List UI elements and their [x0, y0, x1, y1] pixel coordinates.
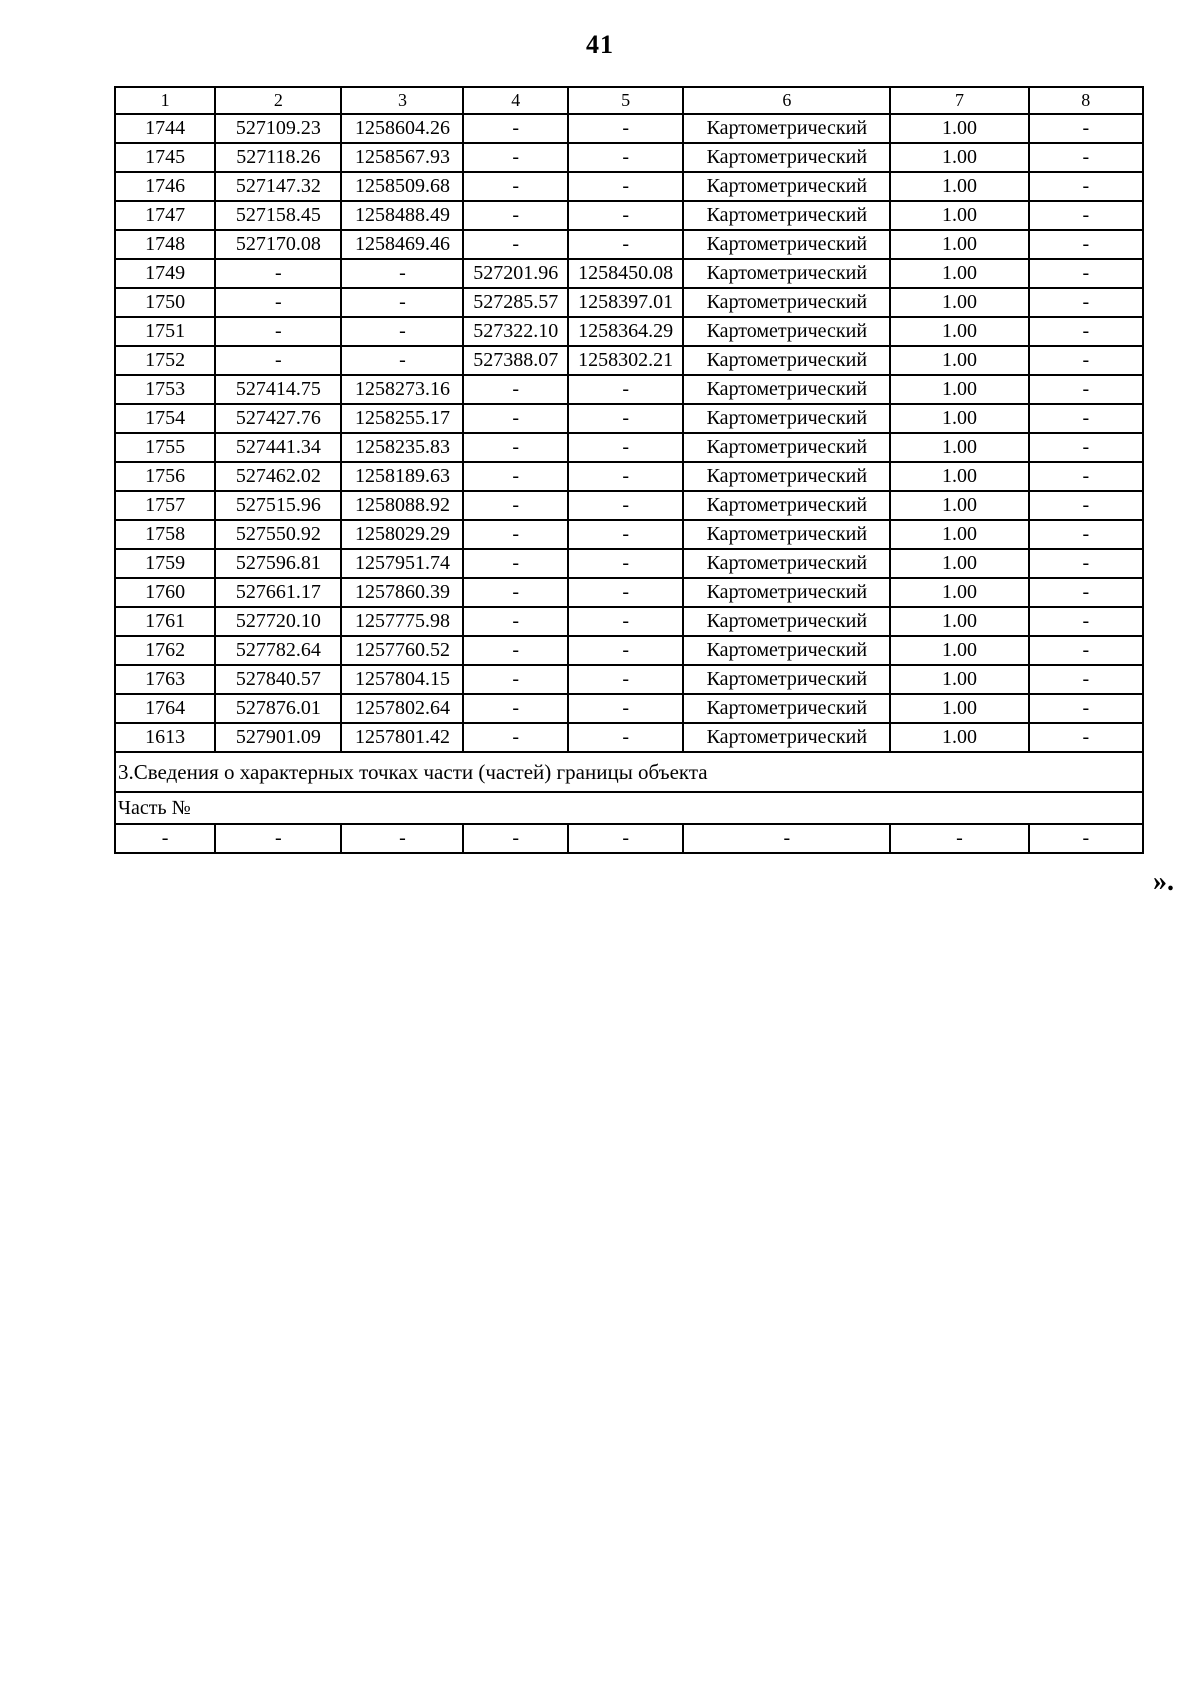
table-cell: Картометрический [683, 433, 890, 462]
table-row [115, 375, 1143, 404]
table-row [115, 578, 1143, 607]
table-cell: - [1029, 201, 1143, 230]
table-cell: - [568, 520, 683, 549]
page-number: 41 [586, 30, 614, 59]
table-cell: 1751 [115, 317, 215, 346]
table-cell: 527427.76 [215, 404, 341, 433]
table-cell: Картометрический [683, 636, 890, 665]
column-header: 6 [683, 87, 890, 114]
part-label-row [115, 792, 1143, 824]
table-cell: - [463, 491, 568, 520]
table-cell: - [683, 824, 890, 853]
table-cell: 1746 [115, 172, 215, 201]
table-cell: 1.00 [890, 607, 1028, 636]
table-cell: 1753 [115, 375, 215, 404]
table-cell: 1258189.63 [341, 462, 463, 491]
table-cell: - [463, 433, 568, 462]
table-cell: - [215, 824, 341, 853]
table-cell: - [568, 723, 683, 752]
table-cell: - [1029, 665, 1143, 694]
table-cell: 527550.92 [215, 520, 341, 549]
table-cell: - [1029, 578, 1143, 607]
table-cell: Картометрический [683, 578, 890, 607]
table-cell: - [463, 520, 568, 549]
table-row [115, 607, 1143, 636]
table-cell: - [568, 607, 683, 636]
table-cell: Картометрический [683, 665, 890, 694]
table-cell: 1258273.16 [341, 375, 463, 404]
table-cell: - [568, 172, 683, 201]
table-cell: Картометрический [683, 520, 890, 549]
column-header: 2 [215, 87, 341, 114]
table-cell: - [568, 143, 683, 172]
table-cell: 1.00 [890, 578, 1028, 607]
table-cell: Картометрический [683, 230, 890, 259]
table-cell: Картометрический [683, 723, 890, 752]
table-cell: - [215, 288, 341, 317]
section-title-row [115, 752, 1143, 792]
table-cell: Картометрический [683, 114, 890, 143]
table-cell: 1749 [115, 259, 215, 288]
table-cell: 527901.09 [215, 723, 341, 752]
table-cell: 527170.08 [215, 230, 341, 259]
table-cell: Картометрический [683, 491, 890, 520]
table-cell: 1756 [115, 462, 215, 491]
table-cell: - [1029, 824, 1143, 853]
table-cell: 1761 [115, 607, 215, 636]
table-cell: - [463, 723, 568, 752]
table-cell: 1258302.21 [568, 346, 683, 375]
table-cell: Картометрический [683, 549, 890, 578]
table-row [115, 520, 1143, 549]
table-cell: 1258604.26 [341, 114, 463, 143]
table-cell: - [215, 346, 341, 375]
table-cell: 1613 [115, 723, 215, 752]
table-cell: - [1029, 607, 1143, 636]
table-cell: 1257802.64 [341, 694, 463, 723]
column-header: 7 [890, 87, 1028, 114]
table-cell: 1745 [115, 143, 215, 172]
table-cell: 527720.10 [215, 607, 341, 636]
table-cell: 1.00 [890, 143, 1028, 172]
table-cell: 1.00 [890, 636, 1028, 665]
table-cell: 1.00 [890, 172, 1028, 201]
table-cell: 1762 [115, 636, 215, 665]
table-row [115, 404, 1143, 433]
table-cell: - [568, 114, 683, 143]
table-cell: 1258509.68 [341, 172, 463, 201]
table-cell: Картометрический [683, 288, 890, 317]
table-cell: 1258255.17 [341, 404, 463, 433]
table-cell: - [568, 230, 683, 259]
table-cell: 1.00 [890, 317, 1028, 346]
table-cell: - [463, 824, 568, 853]
table-cell: - [1029, 143, 1143, 172]
table-cell: - [568, 433, 683, 462]
table-row [115, 317, 1143, 346]
table-cell: 527109.23 [215, 114, 341, 143]
table-row [115, 636, 1143, 665]
table-cell: 1258364.29 [568, 317, 683, 346]
table-cell: 527414.75 [215, 375, 341, 404]
table-cell: - [568, 462, 683, 491]
table-cell: Картометрический [683, 694, 890, 723]
table-cell: - [463, 694, 568, 723]
table-cell: 1257951.74 [341, 549, 463, 578]
table-cell: - [463, 636, 568, 665]
table-cell: 1258235.83 [341, 433, 463, 462]
table-cell: Картометрический [683, 201, 890, 230]
table-cell: 1.00 [890, 491, 1028, 520]
table-cell: Картометрический [683, 143, 890, 172]
table-row [115, 143, 1143, 172]
table-cell: - [568, 665, 683, 694]
table-cell: Картометрический [683, 317, 890, 346]
table-row [115, 433, 1143, 462]
table-row [115, 172, 1143, 201]
section-title: 3.Сведения о характерных точках части (частей) границы объекта [115, 752, 1143, 792]
table-cell: - [568, 491, 683, 520]
table-cell: - [215, 317, 341, 346]
table-cell: - [463, 230, 568, 259]
table-cell: - [463, 404, 568, 433]
table-cell: - [1029, 230, 1143, 259]
table-cell: 1258450.08 [568, 259, 683, 288]
table-cell: 1.00 [890, 520, 1028, 549]
table-cell: 527147.32 [215, 172, 341, 201]
table-cell: - [463, 172, 568, 201]
table-cell: - [341, 288, 463, 317]
table-row [115, 201, 1143, 230]
column-header: 8 [1029, 87, 1143, 114]
table-cell: Картометрический [683, 607, 890, 636]
table-cell: - [463, 143, 568, 172]
table-cell: - [1029, 723, 1143, 752]
table-cell: 1257760.52 [341, 636, 463, 665]
table-cell: - [1029, 346, 1143, 375]
table-cell: 1258469.46 [341, 230, 463, 259]
table-row [115, 491, 1143, 520]
table-cell: 527322.10 [463, 317, 568, 346]
table-cell: - [341, 824, 463, 853]
table-cell: - [1029, 520, 1143, 549]
table-cell: - [1029, 636, 1143, 665]
table-cell: - [1029, 288, 1143, 317]
table-cell: 527118.26 [215, 143, 341, 172]
table-cell: - [463, 201, 568, 230]
closing-quote-mark: ». [1153, 866, 1174, 897]
table-cell: - [1029, 114, 1143, 143]
table-cell: 527441.34 [215, 433, 341, 462]
table-cell: 1257801.42 [341, 723, 463, 752]
column-header: 3 [341, 87, 463, 114]
table-row [115, 259, 1143, 288]
table-cell: 1764 [115, 694, 215, 723]
table-body [115, 114, 1143, 853]
empty-part-row [115, 824, 1143, 853]
table-row [115, 665, 1143, 694]
table-cell: 527515.96 [215, 491, 341, 520]
table-cell: - [463, 665, 568, 694]
table-cell: 527876.01 [215, 694, 341, 723]
table-cell: Картометрический [683, 346, 890, 375]
table-cell: 1752 [115, 346, 215, 375]
table-cell: - [1029, 433, 1143, 462]
table-cell: 527840.57 [215, 665, 341, 694]
table-cell: 1258029.29 [341, 520, 463, 549]
table-cell: - [341, 317, 463, 346]
table-cell: 1.00 [890, 404, 1028, 433]
table-header-row [115, 87, 1143, 114]
table-cell: 1257804.15 [341, 665, 463, 694]
table-cell: 1257860.39 [341, 578, 463, 607]
table-cell: - [568, 694, 683, 723]
table-cell: 1.00 [890, 201, 1028, 230]
table-cell: - [1029, 462, 1143, 491]
table-cell: 527782.64 [215, 636, 341, 665]
table-cell: 1.00 [890, 230, 1028, 259]
table-cell: 1.00 [890, 259, 1028, 288]
table-cell: - [463, 607, 568, 636]
table-cell: - [568, 636, 683, 665]
table-row [115, 694, 1143, 723]
table-cell: 1.00 [890, 549, 1028, 578]
table-cell: Картометрический [683, 375, 890, 404]
table-cell: - [341, 259, 463, 288]
table-cell: 1.00 [890, 462, 1028, 491]
table-cell: - [568, 201, 683, 230]
table-cell: - [1029, 317, 1143, 346]
table-cell: 1760 [115, 578, 215, 607]
table-row [115, 462, 1143, 491]
table-cell: - [1029, 172, 1143, 201]
table-cell: Картометрический [683, 172, 890, 201]
table-cell: - [1029, 375, 1143, 404]
table-cell: 1258397.01 [568, 288, 683, 317]
table-cell: 1754 [115, 404, 215, 433]
table-row [115, 288, 1143, 317]
table-cell: - [463, 549, 568, 578]
table-cell: - [463, 114, 568, 143]
table-cell: 1.00 [890, 694, 1028, 723]
table-row [115, 230, 1143, 259]
table-cell: 527285.57 [463, 288, 568, 317]
table-cell: - [568, 824, 683, 853]
table-cell: 1258088.92 [341, 491, 463, 520]
table-cell: 1258488.49 [341, 201, 463, 230]
table-cell: 1747 [115, 201, 215, 230]
table-cell: - [463, 578, 568, 607]
table-cell: - [1029, 259, 1143, 288]
table-cell: 1.00 [890, 346, 1028, 375]
table-cell: 527201.96 [463, 259, 568, 288]
table-cell: - [1029, 404, 1143, 433]
table-cell: 527158.45 [215, 201, 341, 230]
table-cell: Картометрический [683, 404, 890, 433]
table-cell: - [568, 549, 683, 578]
table-cell: - [1029, 491, 1143, 520]
table-cell: 1.00 [890, 114, 1028, 143]
table-cell: - [463, 375, 568, 404]
table-cell: 527462.02 [215, 462, 341, 491]
table-cell: 1.00 [890, 433, 1028, 462]
part-label: Часть № [115, 792, 1143, 824]
table-row [115, 114, 1143, 143]
table-cell: 1758 [115, 520, 215, 549]
table-cell: 1748 [115, 230, 215, 259]
table-cell: 1257775.98 [341, 607, 463, 636]
column-header: 4 [463, 87, 568, 114]
table-cell: 1258567.93 [341, 143, 463, 172]
table-cell: 527388.07 [463, 346, 568, 375]
table-cell: 1.00 [890, 723, 1028, 752]
table-cell: 1757 [115, 491, 215, 520]
table-cell: 1759 [115, 549, 215, 578]
table-cell: 1.00 [890, 288, 1028, 317]
table-row [115, 346, 1143, 375]
table-cell: - [215, 259, 341, 288]
column-header: 1 [115, 87, 215, 114]
table-cell: - [1029, 549, 1143, 578]
table-cell: 1763 [115, 665, 215, 694]
column-header: 5 [568, 87, 683, 114]
table-cell: - [568, 404, 683, 433]
table-cell: 527661.17 [215, 578, 341, 607]
table-cell: - [568, 375, 683, 404]
table-cell: Картометрический [683, 462, 890, 491]
table-cell: - [463, 462, 568, 491]
table-row [115, 723, 1143, 752]
table-cell: 1755 [115, 433, 215, 462]
table-cell: Картометрический [683, 259, 890, 288]
table-cell: - [1029, 694, 1143, 723]
table-cell: - [115, 824, 215, 853]
table-cell: 1750 [115, 288, 215, 317]
table-cell: 527596.81 [215, 549, 341, 578]
table-cell: 1.00 [890, 665, 1028, 694]
table-row [115, 549, 1143, 578]
boundary-points-table [114, 86, 1144, 854]
table-cell: 1744 [115, 114, 215, 143]
table-cell: - [568, 578, 683, 607]
table-cell: 1.00 [890, 375, 1028, 404]
table-cell: - [341, 346, 463, 375]
table-cell: - [890, 824, 1028, 853]
